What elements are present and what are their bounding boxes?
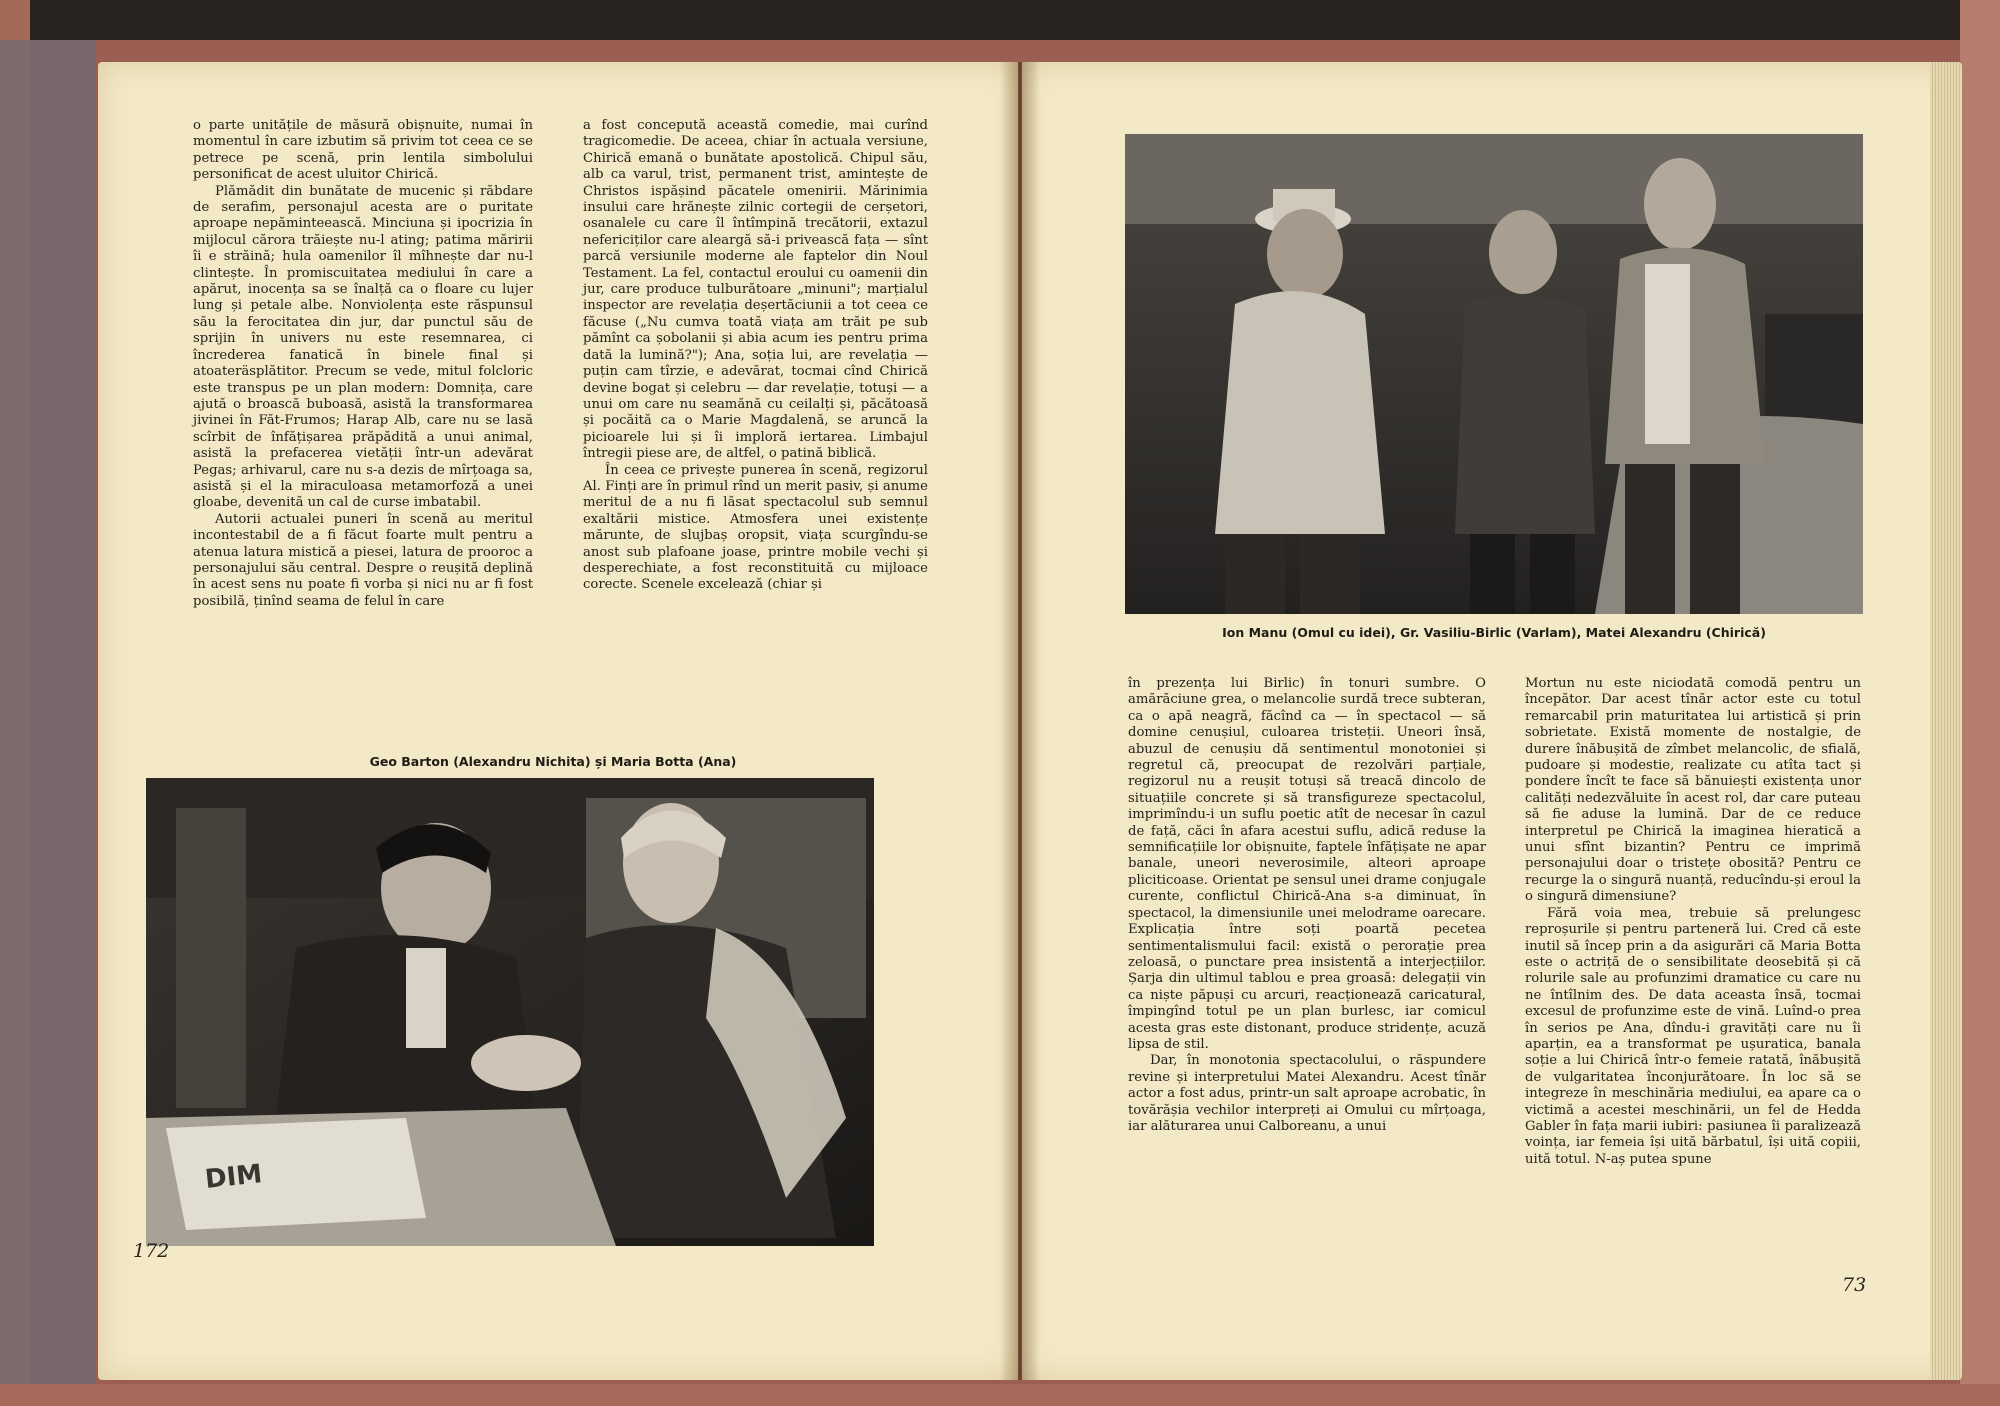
paragraph: Dar, în monotonia spectacolului, o răspundere revine și interpretului Matei Alexandru. Acest tînăr actor a fost adus, printr-un salt aproape acrobatic, în tovărășia vechilor interpreți ai Omului cu mîrțoaga, iar alăturarea unui Calboreanu, a unui xyxy=(1128,1053,1486,1134)
paragraph: Fără voia mea, trebuie să prelungesc reproșurile și pentru parteneră lui. Cred că este inutil să încep prin a da asigurări că Maria Botta este o actriță de o sensibilitate deosebită și că rolurile sale au profunzimi dramatice cu care nu ne întîlnim des. De data aceasta însă, tocmai excesul de profunzime este de vină. Luînd-o prea în serios pe Ana, dîndu-i gravități care nu îi aparțin, ea a transformat pe ușuratica, banala soție a lui Chirică într-o femeie ratată, înăbușită de vulgaritatea înconjurătoare. În loc să se integreze în meschinăria mediului, ea apare ca o victimă a acestei meschinării, un fel de Hedda Gabler în fața marii iubiri: pasiunea îi paralizează voința, iar femeia își uită bărbatul, își uită copiii, uită totul. N-aș putea spune xyxy=(1525,905,1861,1167)
paragraph: Plămădit din bunătate de mucenic și răbdare de serafim, personajul acesta are o puritate aproape nepăminteească. Minciuna și ipocrizia în mijlocul cărora trăiește nu-l ating; patima măririi îi e străină; hula oamenilor îl mîhnește dar nu-l clintește. În promiscuitatea mediului în care a apărut, inocența sa se înalță ca o floare cu lujer lung și petale albe. Nonviolența este răspunsul său la ferocitatea din jur, dar punctul său de sprijin în univers nu este resemnarea, ci încrederea fanatică în binele final și atoateräsplătitor. Precum se vede, mitul folcloric este transpus pe un plan modern: Domnița, care ajută o broască buboasă, asistă la transformarea jivinei în Făt-Frumos; Harap Alb, care nu se lasă scîrbit de înfățișarea prăpădită a unui animal, asistă la prefacerea vietății într-un adevărat Pegas; arhivarul, care nu s-a dezis de mîrțoaga sa, asistă și el la miraculoasa metamorfoză a unei gloabe, devenită un cal de curse imbatabil. xyxy=(193,183,533,511)
paragraph: Autorii actualei puneri în scenă au meritul incontestabil de a fi făcut foarte mult pentru a atenua latura mistică a piesei, latura de prooroc a personajului său central. Despre o reușită deplină în acest sens nu poate fi vorba și nici nu ar fi fost posibilă, ținînd seama de felul în care xyxy=(193,511,533,609)
paragraph: În ceea ce privește punerea în scenă, regizorul Al. Finți are în primul rînd un merit pasiv, și anume meritul de a nu fi lăsat spectacolul sub semnul exaltării mistice. Atmosfera unei existențe mărunte, de slujbaș oropsit, viața scurgîndu-se anost sub plafoane joase, printre mobile vechi și desperechiate, a fost reconstituită cu mijloace corecte. Scenele excelează (chiar și xyxy=(583,462,928,593)
paragraph: Mortun nu este niciodată comodă pentru un începător. Dar acest tînăr actor este cu totul remarcabil prin maturitatea lui artistică și prin sobrietate. Există momente de nostalgie, de durere înăbușită de zîmbet melancolic, de sfială, pudoare și modestie, realizate cu atîta tact și pondere încît te face să bănuiești existența unor calități nedezvăluite în acest rol, dar care puteau să fie aduse la lumină. Dar de ce reduce interpretul pe Chirică la imaginea hieratică a unui sfînt bizantin? Pentru ce imprimă personajului doar o tristețe obosită? Pentru ce recurge la o singură nuanță, reducîndu-și eroul la o singură dimensiune? xyxy=(1525,676,1861,905)
photo-caption: Ion Manu (Omul cu idei), Gr. Vasiliu-Birlic (Varlam), Matei Alexandru (Chirică) xyxy=(1222,625,1766,640)
page-number: 73 xyxy=(1842,1274,1867,1296)
left-page-column-2 xyxy=(583,118,928,594)
photo-manu-birlic-alexandru xyxy=(1125,134,1863,614)
paragraph: în prezența lui Birlic) în tonuri sumbre. O amărăciune grea, o melancolie surdă trece subteran, ca o apă neagră, făcînd ca — în spectacol — să domine cenușiul, culoarea tristeții. Uneori însă, abuzul de cenușiu dă sentimentul monotoniei și regretul că, preocupat de rezolvări parțiale, regizorul nu a reușit totuși să treacă dincolo de situațiile concrete și să transfigureze spectacolul, imprimîndu-i un suflu poetic atît de necesar în cazul de față, căci în afara acestui suflu, adică reduse la semnificațiile lor obișnuite, faptele înfățișate ne apar banale, uneori neverosimile, alteori aproape pliciticoase. Orientat pe sensul unei drame conjugale curente, conflictul Chirică-Ana s-a diminuat, în spectacol, la dimensiunile unei melodrame oarecare. Explicația între soți poartă pecetea sentimentalismului facil: există o perorație prea zeloasă, o punctare prea insistentă a interjecțiilor. Șarja din ultimul tablou e prea groasă: delegații vin ca niște păpuși cu arcuri, reacționează caricatural, împingînd totul pe un plan burlesc, iar comicul acesta gras este distonant, produce stridențe, acuză lipsa de stil. xyxy=(1128,676,1486,1052)
book-cover-top xyxy=(0,0,2000,40)
right-page-column-2 xyxy=(1525,676,1861,1168)
svg-text:DIM: DIM xyxy=(203,1159,264,1195)
right-page-column-1 xyxy=(1128,676,1486,1135)
book-gutter xyxy=(1000,62,1040,1380)
left-page xyxy=(98,62,1018,1380)
left-page-column-1 xyxy=(193,118,533,610)
book-cover-right xyxy=(1960,0,2000,1406)
page-number: 172 xyxy=(133,1240,170,1262)
photo-barton-botta xyxy=(146,778,874,1246)
book-cover-bottom xyxy=(0,1384,2000,1406)
photo-caption: Geo Barton (Alexandru Nichita) și Maria Botta (Ana) xyxy=(369,754,737,769)
book-cover-fabric xyxy=(0,40,95,1406)
book-fore-edge xyxy=(1930,62,1960,1380)
right-page xyxy=(1022,62,1962,1380)
paragraph: a fost concepută această comedie, mai curînd tragicomedie. De aceea, chiar în actuala versiune, Chirică emană o bunătate apostolică. Chipul său, alb ca varul, trist, permanent trist, amintește de Christos ispășind păcatele omenirii. Mărinimia insului care hrănește zilnic cortegii de cerșetori, osanalele cu care îl întîmpină trecătorii, extazul nefericiților care aleargă să-i privească fața — sînt parcă versiunile moderne ale faptelor din Noul Testament. La fel, contactul eroului cu oamenii din jur, care produce tulburătoare „minuni"; marțialul inspector are revelația deșertăciunii a tot ceea ce făcuse („Nu cumva toată viața am trăit pe sub pămînt ca șobolanii și abia acum ies pentru prima dată la lumină?"); Ana, soția lui, are revelația — puțin cam tîrzie, e adevărat, tocmai cînd Chirică devine bogat și celebru — dar revelație, totuși — a unui om care nu seamănă cu ceilalți și, păcătoasă și pocăită ca o Marie Magdalenă, se aruncă la picioarele lui și îi imploră iertarea. Limbajul întregii piese are, de altfel, o patină biblică. xyxy=(583,118,928,462)
paragraph: o parte unitățile de măsură obișnuite, numai în momentul în care izbutim să privim tot ceea ce se petrece pe scenă, prin lentila simbolului personificat de acest uluitor Chirică. xyxy=(193,118,533,183)
